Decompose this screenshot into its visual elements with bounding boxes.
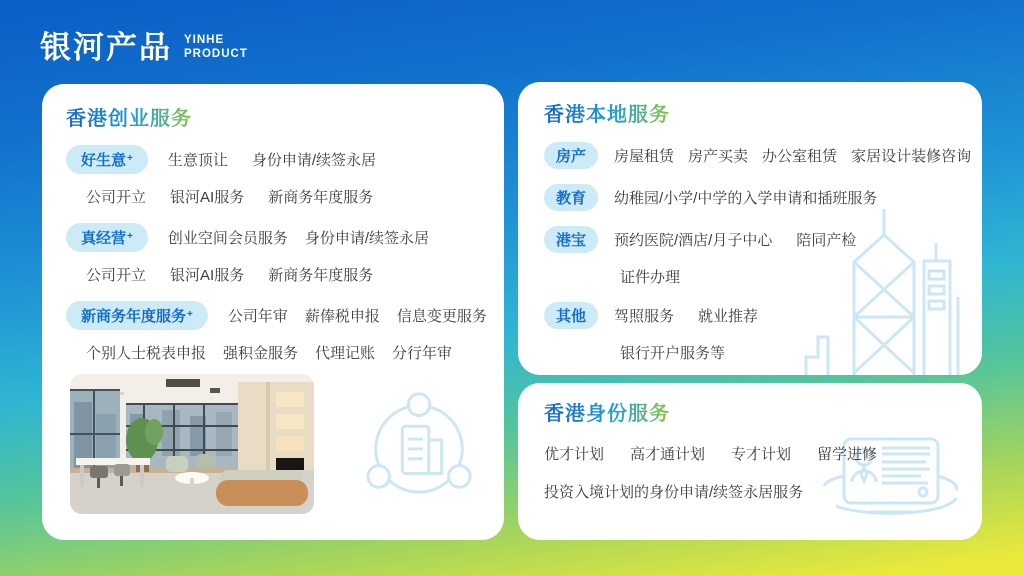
service-item: 驾照服务: [614, 308, 675, 325]
service-item: 专才计划: [731, 446, 792, 463]
service-item: 银行开户服务等: [620, 345, 726, 362]
service-item: 家居设计装修咨询: [851, 148, 972, 165]
identity-card-title: 香港身份服务: [544, 397, 670, 426]
row-other: [544, 302, 956, 329]
badge-plus: +: [187, 309, 193, 320]
service-item: 分行年审: [392, 344, 453, 362]
service-item: 新商务年度服务: [268, 266, 374, 284]
service-item: 银河AI服务: [170, 266, 245, 284]
badge-annual-service: [66, 301, 208, 330]
row-hk-baby-line2: [620, 266, 956, 287]
service-item: 办公室租赁: [762, 148, 838, 165]
service-item: 银河AI服务: [170, 188, 245, 206]
service-item: 公司年审: [227, 308, 288, 325]
identity-row-2: [544, 481, 956, 502]
page-title-en: [184, 34, 248, 60]
network-document-icon: [360, 378, 478, 508]
identity-services-card: [518, 383, 982, 540]
section-haoshengyi: [66, 145, 480, 209]
badge-label: 新商务年度服务: [81, 308, 187, 325]
service-item: 代理记账: [315, 344, 376, 362]
service-item: 房屋租赁: [614, 148, 675, 165]
service-item: 就业推荐: [698, 308, 759, 325]
local-card-title: 香港本地服务: [544, 98, 670, 127]
startup-services-card: [42, 84, 504, 540]
service-item: 陪同产检: [796, 232, 857, 249]
service-item: 身份申请/续签永居: [251, 152, 377, 169]
badge-label: 真经营: [81, 230, 127, 247]
local-services-card: [518, 82, 982, 375]
service-item: 薪俸税申报: [304, 308, 380, 325]
service-item: 信息变更服务: [396, 308, 487, 325]
page-title-en-line1: YINHE: [184, 34, 225, 47]
badge-other: 其他: [544, 302, 598, 329]
service-item: 新商务年度服务: [268, 188, 374, 206]
section-annual-service: [66, 301, 487, 365]
badge-zhenjingying: [66, 223, 148, 252]
office-interior-photo: [70, 374, 314, 514]
service-item: 房产买卖: [688, 148, 749, 165]
service-item: 高才通计划: [630, 446, 706, 463]
badge-plus: +: [127, 231, 133, 242]
section-zhenjingying: [66, 223, 480, 287]
service-item: 生意顶让: [167, 152, 228, 169]
service-item: 身份申请/续签永居: [304, 230, 430, 247]
page-title-cn: 银河产品: [40, 30, 172, 65]
service-item: 个别人士税表申报: [86, 344, 207, 362]
badge-plus: +: [127, 153, 133, 164]
badge-label: 好生意: [81, 152, 127, 169]
row-hk-baby: [544, 226, 956, 253]
service-item: 强积金服务: [223, 344, 299, 362]
identity-row-1: [544, 443, 956, 464]
page-title-en-line2: PRODUCT: [184, 47, 248, 60]
row-other-line2: [620, 342, 956, 363]
service-item: 预约医院/酒店/月子中心: [614, 232, 773, 249]
service-item: 留学进修: [817, 446, 878, 463]
service-item: 证件办理: [620, 269, 681, 286]
service-item: 幼稚园/小学/中学的入学申请和插班服务: [614, 190, 878, 207]
badge-haoshengyi: [66, 145, 148, 174]
service-item: 公司开立: [86, 266, 147, 284]
badge-hk-baby: 港宝: [544, 226, 598, 253]
service-item: 公司开立: [86, 188, 147, 206]
startup-card-title: 香港创业服务: [66, 102, 192, 131]
page-title: [40, 22, 248, 67]
badge-property: 房产: [544, 142, 598, 169]
service-item: 投资入境计划的身份申请/续签永居服务: [544, 484, 804, 501]
row-education: [544, 184, 956, 211]
badge-education: 教育: [544, 184, 598, 211]
service-item: 优才计划: [544, 446, 605, 463]
service-item: 创业空间会员服务: [167, 230, 288, 247]
row-property: [544, 142, 972, 169]
